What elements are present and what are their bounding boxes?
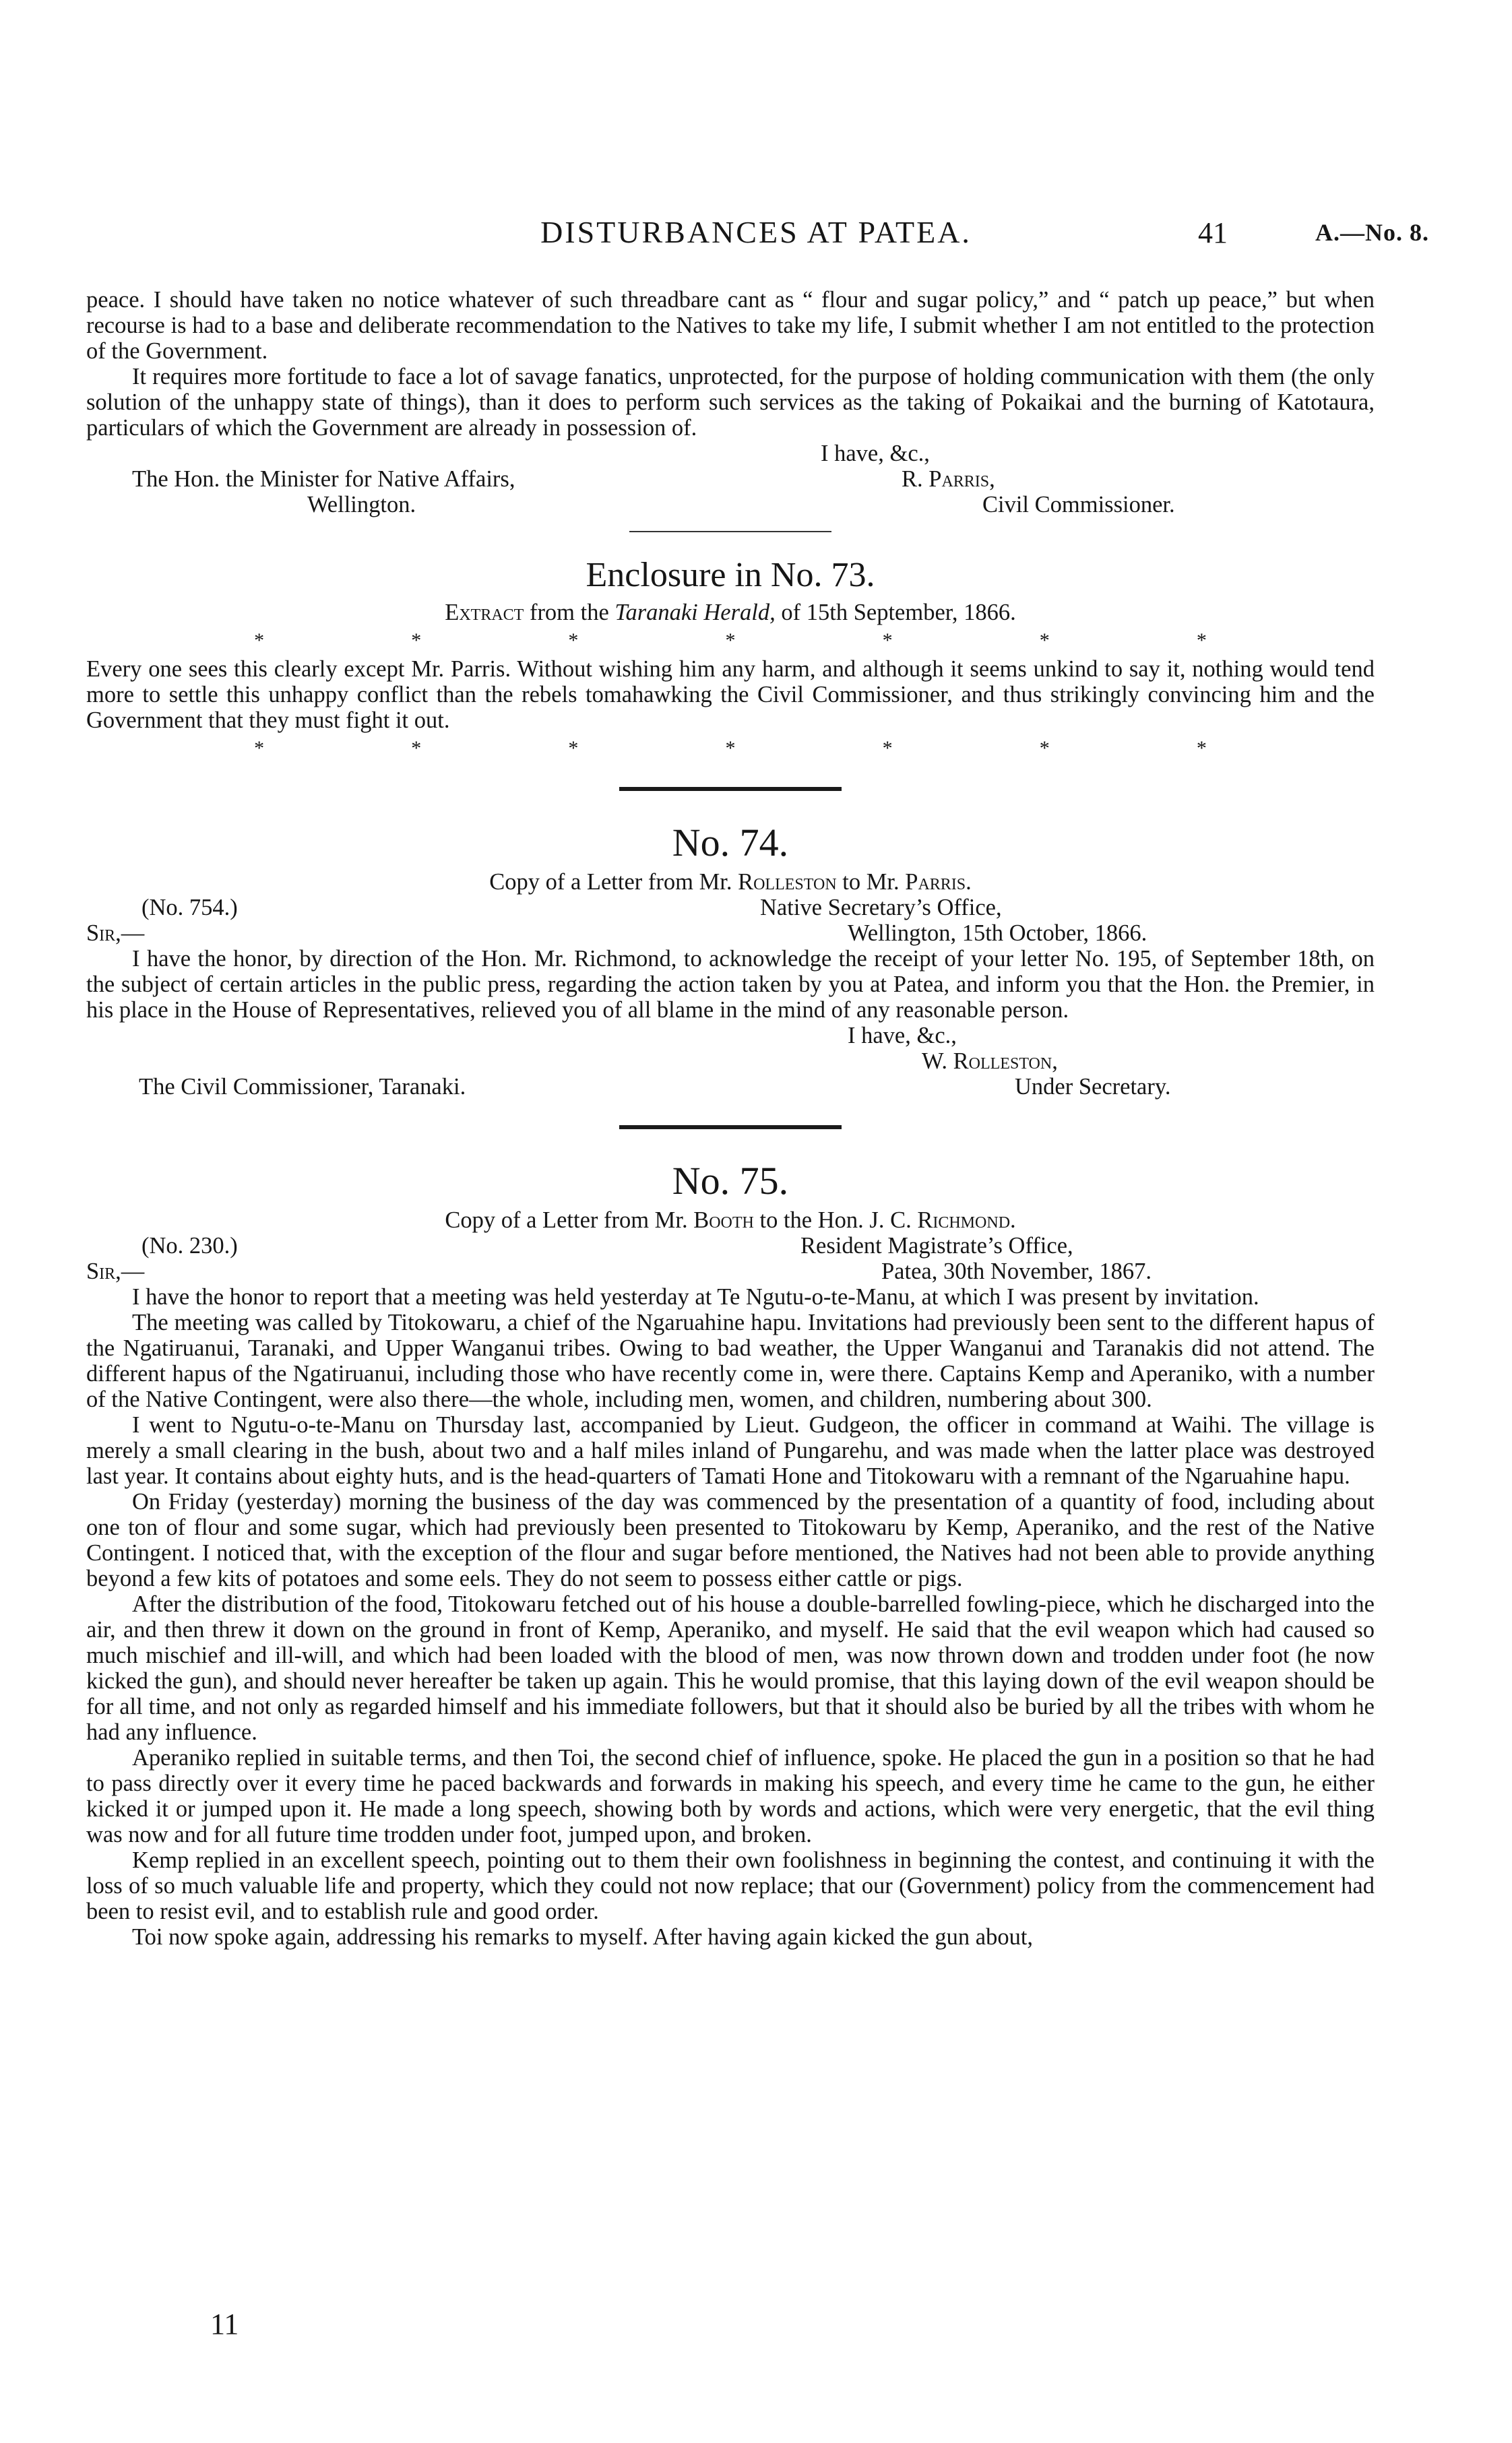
folio-mark: 11 [210,2308,239,2341]
asterisk: * [882,629,893,652]
closing: I have, &c., [848,1023,957,1048]
asterisk: * [568,737,579,759]
paragraph: peace. I should have taken no notice whatever of such threadbare cant as “ flour and sugar policy,” and “ patch up peace,” but when recourse is had to a base and deliberate recommendation to the Natives to take my life, I submit whether I am not entitled to the protection of the Government. [86,287,1375,364]
addressee-place: Wellington. [307,492,416,517]
salutation-row [86,1259,1375,1284]
asterisk: * [1196,737,1207,759]
letter-paragraph: Toi now spoke again, addressing his remarks to myself. After having again kicked the gun about, [132,1924,1034,1950]
letter-paragraph: On Friday (yesterday) morning the business of the day was commenced by the presentation of a quantity of food, including about one ton of flour and some sugar, which had previously been presented to Titokowaru by Kemp, Aperaniko, and the rest of the Native Contingent. I noticed that, with the exception of the flour and sugar before mentioned, the Natives had not been able to provide anything beyond a few kits of potatoes and some eels. They do not seem to possess either cattle or pigs. [86,1489,1375,1591]
document-heading: No. 74. [672,821,789,864]
closing-row [86,441,1375,466]
enclosure-heading: Enclosure in No. 73. [586,556,875,594]
extract-label: Extract [445,600,524,625]
office-name: Native Secretary’s Office, [760,895,1002,920]
letter-paragraph: I went to Ngutu-o-te-Manu on Thursday last, accompanied by Lieut. Gudgeon, the officer in command at Waihi. The village is merely a small clearing in the bush, about two and a half miles inland of Pungarehu, and was made when the latter place was destroyed last year. It contains about eighty huts, and is the head-quarters of Tamati Hone and Titokowaru with a remnant of the Ngaruahine hapu. [86,1412,1375,1489]
letter-reference: (No. 230.) [141,1233,238,1259]
signatory-title: Under Secretary. [1015,1074,1171,1100]
place-date: Wellington, 15th October, 1866. [848,920,1147,946]
recipient-name: Richmond. [917,1207,1016,1233]
omission-asterisks [86,628,1375,654]
letter-paragraph: I have the honor, by direction of the Hon. Mr. Richmond, to acknowledge the receipt of your letter No. 195, of September 18th, on the subject of certain articles in the public press, regarding the action taken by you at Patea, and inform you that the Hon. the Premier, in his place in the House of Representatives, relieved you of all blame in the mind of any reasonable person. [86,946,1375,1023]
signature-row [86,492,1375,517]
addressee: The Civil Commissioner, Taranaki. [139,1074,466,1100]
asterisk: * [411,629,422,652]
letter-reference: (No. 754.) [141,895,238,920]
salutation-row [86,920,1375,946]
letter-paragraph: The meeting was called by Titokowaru, a chief of the Ngaruahine hapu. Invitations had previously been sent to the different hapus of the Ngatiruanui, Taranaki, and Upper Wanganui tribes. Owing to bad weather, the Upper Wanganui and Taranakis did not attend. The different hapus of the Ngatiruanui, including those who have recently come in, were there. Captains Kemp and Aperaniko, with a number of the Native Contingent, were also there—the whole, including men, women, and children, numbering about 300. [86,1310,1375,1412]
addressee: The Hon. the Minister for Native Affairs, [132,466,515,492]
paper-reference: A.—No. 8. [1315,219,1429,246]
asterisk: * [725,737,736,759]
page-header [0,214,1512,255]
extract-paragraph: Every one sees this clearly except Mr. Parris. Without wishing him any harm, and although it seems unkind to say it, nothing would tend more to settle this unhappy conflict than the rebels tomahawking the Civil Commissioner, and thus strikingly convincing him and the Government that they must fight it out. [86,656,1375,733]
extract-date: of 15th September, 1866. [781,600,1016,625]
subheading-text: to Mr. [842,869,900,895]
running-title: DISTURBANCES AT PATEA. [540,215,972,249]
closing: I have, &c., [821,441,930,466]
asterisk: * [1039,629,1050,652]
extract-subheading [86,600,1375,625]
paragraph: It requires more fortitude to face a lot of savage fanatics, unprotected, for the purpose of holding communication with them (the only solution of the unhappy state of things), than it does to perform such services as the taking of Pokaikai and the burning of Katotaura, particulars of which the Government are already in possession of. [86,364,1375,441]
signature-row [86,1048,1375,1074]
office-name: Resident Magistrate’s Office, [800,1233,1073,1259]
letter-paragraph: Kemp replied in an excellent speech, pointing out to them their own foolishness in beginning the contest, and continuing it with the loss of so much valuable life and property, which they could not now replace; that our (Government) policy from the commencement had been to resist evil, and to establish rule and good order. [86,1847,1375,1924]
asterisk: * [882,737,893,759]
document-subheading [86,869,1375,895]
asterisk: * [411,737,422,759]
asterisk: * [254,629,265,652]
sender-name: Booth [693,1207,754,1233]
reference-row [86,1233,1375,1259]
signature-row [86,1074,1375,1100]
letter-paragraph: After the distribution of the food, Titokowaru fetched out of his house a double-barrelled fowling-piece, which he discharged into the air, and then threw it down on the ground in front of Kemp, Aperaniko, and myself. He said that the evil weapon which had caused so much mischief and ill-will, and which had been loaded with the blood of men, was now thrown down and trodden under foot (he now kicked the gun), and should never hereafter be taken up again. This he would promise, that this laying down of the evil weapon should be for all time, and not only as regarded himself and his immediate followers, but that it should also be buried by all the tribes with whom he had any influence. [86,1591,1375,1745]
subheading-text: Copy of a Letter from Mr. [445,1207,688,1233]
reference-row [86,895,1375,920]
section-rule [619,1125,842,1129]
subheading-text: to the Hon. J. C. [759,1207,912,1233]
asterisk: * [568,629,579,652]
section-rule [619,787,842,791]
asterisk: * [1196,629,1207,652]
asterisk: * [725,629,736,652]
closing-row [86,1023,1375,1048]
omission-asterisks [86,736,1375,761]
extract-text: from the [529,600,609,625]
signatory: R. Parris, [902,466,995,492]
signature-row [86,466,1375,492]
signatory-title: Civil Commissioner. [982,492,1175,517]
letter-paragraph: Aperaniko replied in suitable terms, and then Toi, the second chief of influence, spoke. He placed the gun in a position so that he had to pass directly over it every time he paced backwards and forwards in making his speech, and every time he came to the gun, he either kicked it or jumped upon it. He made a long speech, showing both by words and actions, which were very energetic, that the evil thing was now and for all future time trodden under foot, jumped upon, and broken. [86,1745,1375,1847]
signatory: W. Rolleston, [922,1048,1058,1074]
sender-name: Rolleston [738,869,837,895]
salutation: Sir,— [86,1259,145,1284]
recipient-name: Parris. [905,869,972,895]
asterisk: * [1039,737,1050,759]
page-body [86,287,1375,1950]
asterisk: * [254,737,265,759]
section-divider [629,531,831,532]
document-heading: No. 75. [672,1159,789,1203]
newspaper-name: Taranaki Herald, [615,600,776,625]
letter-paragraph: I have the honor to report that a meeting was held yesterday at Te Ngutu-o-te-Manu, at which I was present by invitation. [132,1284,1259,1310]
subheading-text: Copy of a Letter from Mr. [489,869,732,895]
page-number: 41 [1198,216,1228,249]
salutation: Sir,— [86,920,145,946]
document-subheading [86,1207,1375,1233]
place-date: Patea, 30th November, 1867. [881,1259,1152,1284]
